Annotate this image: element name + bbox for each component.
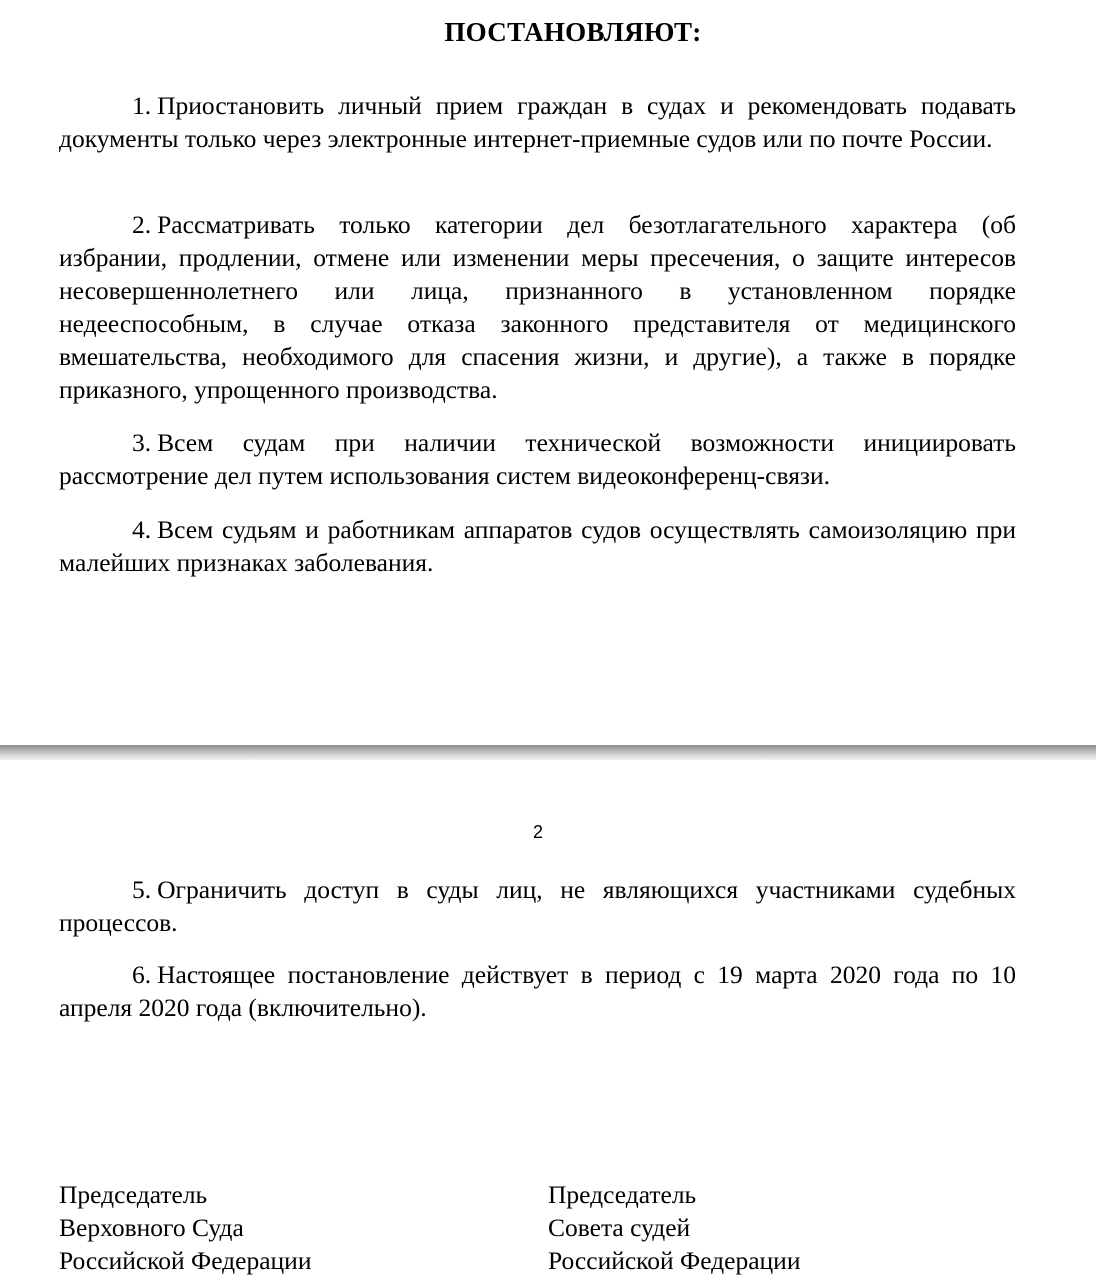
resolution-item-2 — [59, 208, 1016, 406]
resolution-heading: ПОСТАНОВЛЯЮТ: — [444, 17, 702, 47]
item-text: Настоящее постановление действует в период с 19 марта 2020 года по 10 апреля 2020 года (включительно). — [59, 960, 1016, 1022]
item-number: 6. — [132, 960, 152, 989]
item-number: 3. — [132, 428, 152, 457]
item-text: Ограничить доступ в суды лиц, не являющихся участниками судебных процессов. — [59, 875, 1016, 937]
page-number: 2 — [532, 822, 543, 842]
resolution-item-6 — [59, 958, 1016, 1024]
item-number: 2. — [132, 210, 152, 239]
signature-line: Совета судей — [548, 1213, 691, 1242]
signature-block-council-of-judges — [548, 1178, 800, 1277]
signature-line: Председатель — [59, 1180, 208, 1209]
signature-line: Верховного Суда — [59, 1213, 244, 1242]
item-text: Всем судьям и работникам аппаратов судов осуществлять самоизоляцию при малейших признаках заболевания. — [59, 515, 1016, 577]
item-number: 5. — [132, 875, 152, 904]
item-text: Приостановить личный прием граждан в судах и рекомендовать подавать документы только через электронные интернет-приемные судов или по почте России. — [59, 91, 1016, 153]
item-number: 4. — [132, 515, 152, 544]
resolution-item-1 — [59, 89, 1016, 155]
item-text: Рассматривать только категории дел безотлагательного характера (об избрании, продлении, отмене или изменении меры пресечения, о защите интересов несовершеннолетнего или лица, признанного в установленном порядке недееспособным, в случае отказа законного представителя от медицинского вмешательства, необходимого для спасения жизни, и другие), а также в порядке приказного, упрощенного производства. — [59, 210, 1016, 404]
signature-line: Российской Федерации — [59, 1246, 312, 1275]
resolution-item-4 — [59, 513, 1016, 579]
signature-line: Российской Федерации — [548, 1246, 801, 1275]
document-page-2 — [0, 760, 1096, 1280]
item-text: Всем судам при наличии технической возможности инициировать рассмотрение дел путем использования систем видеоконференц-связи. — [59, 428, 1016, 490]
item-number: 1. — [132, 91, 152, 120]
signature-line: Председатель — [548, 1180, 697, 1209]
signature-block-supreme-court — [59, 1178, 311, 1277]
page-separator — [0, 745, 1096, 760]
resolution-item-3 — [59, 426, 1016, 492]
resolution-item-5 — [59, 873, 1016, 939]
